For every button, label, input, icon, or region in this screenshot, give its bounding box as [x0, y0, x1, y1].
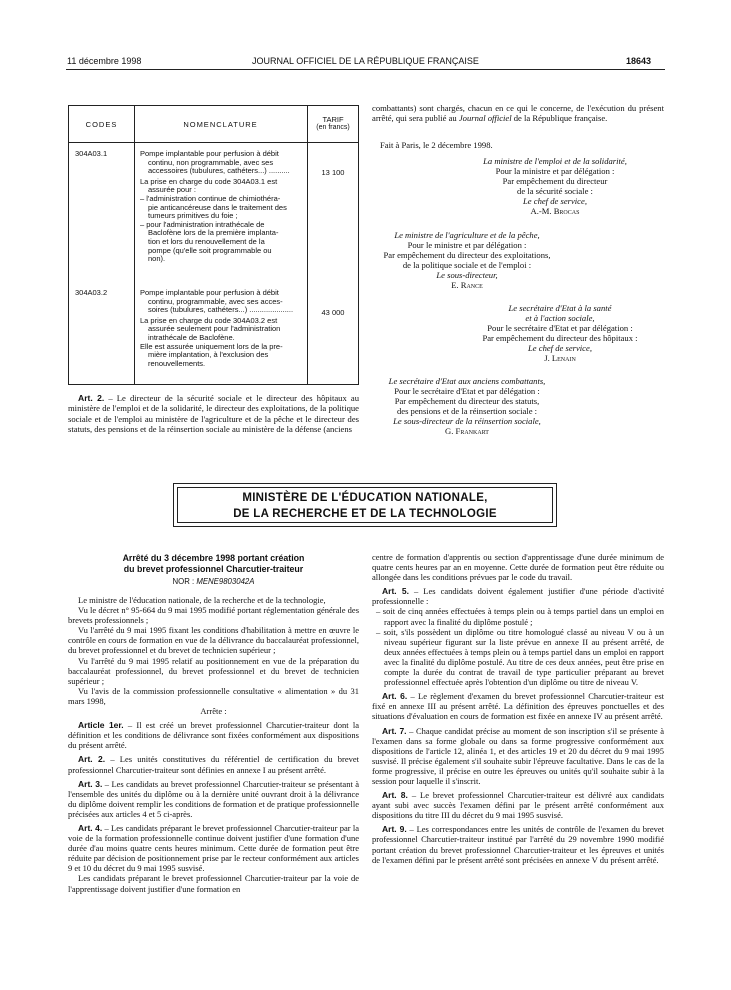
- article-2: Art. 2. – Le directeur de la sécurité sociale et le directeur des hôpitaux au ministère de l'emploi et de la solidarité, le directeur des exploitations, de la politique sociale et de l'emploi au ministère de l'agriculture et de la pêche et le directeur des statuts, des pensions et de la réinsertion sociale au ministère de la défense (anciens: [68, 393, 359, 435]
- row2-nomenclature: Pompe implantable pour perfusion à débit continu, programmable, avec ses acces- soires (tubulures, cathéters...) ..................... La prise en charge du code 304A03.2 est assurée seulement pour l'administration intrathécale de Baclofène. Elle est assurée uniquement lors de la pre- mière implantation, à l'exclusion des renouvellements.: [140, 288, 294, 368]
- ministry-banner-line-1: MINISTÈRE DE L'ÉDUCATION NATIONALE,: [242, 492, 488, 504]
- ministry-banner: [173, 483, 557, 527]
- decree-title: Arrêté du 3 décembre 1998 portant création du brevet professionnel Charcutier-traiteur: [122, 553, 305, 574]
- header-page-number: 18643: [626, 56, 652, 66]
- header-date: 11 décembre 1998: [67, 56, 142, 66]
- row1-code: 304A03.1: [75, 149, 108, 158]
- header-journal-title: JOURNAL OFFICIEL DE LA RÉPUBLIQUE FRANÇAISE: [252, 56, 479, 66]
- row1-nomenclature: Pompe implantable pour perfusion à débit continu, non programmable, avec ses accessoires (tubulures, cathéters...) .......... La prise en charge du code 304A03.1 est assurée pour : – l'administration continue de chimiothéra- pie anticancéreuse dans le traitement des tumeurs primitives du foie ; – pour l'administration intrathécale de Baclofène lors de la première implanta- tion et lors du renouvellement de la pompe (qu'elle soit programmable ou non).: [140, 149, 290, 264]
- decree-left-column: Le ministre de l'éducation nationale, de la recherche et de la technologie, Vu le décret n° 95-664 du 9 mai 1995 modifié portant réglementation générale des brevets professionnels ; Vu l'arrêté du 9 mai 1995 fixant les conditions d'habilitation à mettre en œuvre le contrôle en cours de formation en vue de la délivrance du baccalauréat professionnel, du brevet professionnel et du brevet de technicien supérieur ; Vu l'arrêté du 9 mai 1995 relatif au positionnement en vue de la préparation du baccalauréat professionnel, du brevet professionnel et du brevet de technicien supérieur ; Vu l'avis de la commission professionnelle consultative « alimentation » du 31 mars 1998, Arrête : Article 1er. – Il est créé un brevet professionnel Charcutier-traiteur dont la définition et les conditions de délivrance sont fixées conformément aux dispositions du présent arrêté. Art. 2. – Les unités constitutives du référentiel de certification du brevet professionnel Charcutier-traiteur sont définies en annexe I au présent arrêté. Art. 3. – Les candidats au brevet professionnel Charcutier-traiteur se présentant à l'ensemble des unités du diplôme ou à la dernière unité ouvrant droit à la délivrance du diplôme doivent remplir les conditions de formation et de pratique professionnelle précisées aux articles 4 et 5 ci-après. Art. 4. – Les candidats préparant le brevet professionnel Charcutier-traiteur par la voie de la formation professionnelle continue doivent justifier d'une formation d'une durée d'au moins quatre cents heures minimum. Cette durée de formation peut être réduite par décision de positionnement prise par le recteur conformément aux articles 9 et 10 du décret du 9 mai 1995 susvisé. Les candidats préparant le brevet professionnel Charcutier-traiteur par la voie de l'apprentissage doivent justifier d'une formation en: [68, 595, 359, 894]
- header-rule: [66, 69, 665, 70]
- signature-block-2: Le ministre de l'agriculture et de la pêche, Pour le ministre et par délégation : Par empêchement du directeur des exploitations, de la politique sociale et de l'emploi : Le sous-directeur, E. Rance: [383, 230, 551, 290]
- tariff-table: [68, 105, 359, 385]
- decree-right-column: centre de formation d'apprentis ou section d'apprentissage d'une durée minimum de quatre cents heures par an en moyenne. Cette durée de formation peut être réduite ou allongée dans les conditions prévues par le code du travail. Art. 5. – Les candidats doivent également justifier d'une période d'activité professionnelle : – soit de cinq années effectuées à temps plein ou à temps partiel dans un emploi en rapport avec la finalité du diplôme postulé ; – soit, s'ils possèdent un diplôme ou titre homologué classé au niveau V ou à un niveau supérieur figurant sur la liste prévue en annexe II au présent arrêté, de deux années effectuées à temps plein ou à temps partiel dans un emploi en rapport avec la finalité du diplôme postulé. Au titre de ces deux années, peut être prise en compte la durée du contrat de travail de type particulier préparant au brevet professionnel effectuée après l'obtention d'un diplôme ou titre de niveau V. Art. 6. – Le règlement d'examen du brevet professionnel Charcutier-traiteur est fixé en annexe III au présent arrêté. La définition des épreuves ponctuelles et des situations d'évaluation en cours de formation est fixée en annexe IV au présent arrêté. Art. 7. – Chaque candidat précise au moment de son inscription s'il se présente à l'examen dans sa forme globale ou dans sa forme progressive conformément aux dispositions de l'article 12, alinéa 1, et des articles 19 et 20 du décret du 9 mai 1995 susvisé. Il précise également s'il souhaite subir l'épreuve facultative. Dans le cas de la forme progressive, il précise en outre les épreuves ou unités qu'il souhaite subir à la session pour laquelle il s'inscrit. Art. 8. – Le brevet professionnel Charcutier-traiteur est délivré aux candidats ayant subi avec succès l'examen défini par le présent arrêté conformément aux dispositions du titre III du décret du 9 mai 1995 susvisé. Art. 9. – Les correspondances entre les unités de contrôle de l'examen du brevet professionnel Charcutier-traiteur institué par l'arrêté du 29 novembre 1990 modifié portant création du brevet professionnel Charcutier-traiteur et les épreuves et unités de l'examen défini par le présent arrêté sont précisées en annexe V du présent arrêté.: [372, 552, 664, 865]
- row1-tarif: 13 100: [321, 168, 345, 177]
- row2-tarif: 43 000: [321, 308, 345, 317]
- decree-nor: NOR : MENE9803042A: [172, 577, 255, 586]
- ministry-banner-line-2: DE LA RECHERCHE ET DE LA TECHNOLOGIE: [233, 508, 497, 520]
- signature-block-3: Le secrétaire d'Etat à la santé et à l'action sociale, Pour le secrétaire d'Etat et par délégation : Par empêchement du directeur des hôpitaux : Le chef de service, J. Lenain: [482, 303, 638, 363]
- col-header-nomenclature: NOMENCLATURE: [183, 120, 258, 129]
- col-header-codes: CODES: [85, 120, 118, 129]
- col-header-tarif: TARIF (en francs): [316, 115, 350, 131]
- article-2-continuation: combattants) sont chargés, chacun en ce qui le concerne, de l'exécution du présent arrêté, qui sera publié au Journal officiel de la République française.: [372, 103, 664, 124]
- signature-fait: Fait à Paris, le 2 décembre 1998.: [380, 140, 493, 150]
- row2-code: 304A03.2: [75, 288, 108, 297]
- signature-block-4: Le secrétaire d'Etat aux anciens combattants, Pour le secrétaire d'Etat et par délégation : Par empêchement du directeur des statuts, des pensions et de la réinsertion sociale : Le sous-directeur de la réinsertion sociale, G. Frankart: [388, 376, 546, 436]
- signature-block-1: La ministre de l'emploi et de la solidarité, Pour la ministre et par délégation : Par empêchement du directeur de la sécurité sociale : Le chef de service, A.-M. Brocas: [483, 156, 627, 216]
